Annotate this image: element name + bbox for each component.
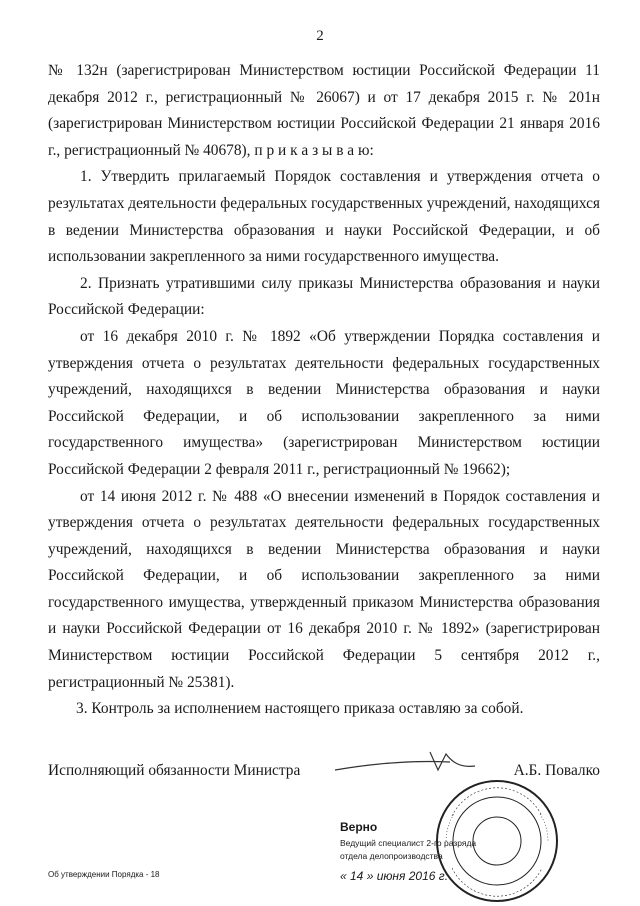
stamp-date: « 14 » июня 2016 г. (340, 869, 449, 883)
document-footer: Об утверждении Порядка - 18 (48, 870, 160, 879)
page-number: 2 (316, 28, 324, 44)
handwritten-signature (330, 748, 480, 778)
certification-stamp (340, 820, 476, 883)
stamp-position-line-1: Ведущий специалист 2-го разряда (340, 838, 477, 848)
paragraph-item-1: 1. Утвердить прилагаемый Порядок составления и утверждения отчета о результатах деятельности федеральных государственных учреждений, находящихся в ведении Министерства образования и науки Российской Федерации, и об использовании закрепленного за ними государственного имущества. (48, 168, 600, 266)
signatory-title: Исполняющий обязанности Министра (48, 762, 301, 779)
paragraph-repealed-order-1: от 16 декабря 2010 г. № 1892 «Об утверждении Порядка составления и утверждения отчета о результатах деятельности федеральных государственных учреждений, находящихся в ведении Министерства образования и науки Российской Федерации, и об использовании закрепленного за ними государственного имущества» (зарегистрирован Министерством юстиции Российской Федерации 2 февраля 2011 г., регистрационный № 19662); (48, 327, 600, 478)
stamp-verno: Верно (340, 820, 378, 834)
paragraph-item-2: 2. Признать утратившими силу приказы Министерства образования и науки Российской Федерации: (48, 274, 600, 319)
paragraph-preamble: № 132н (зарегистрирован Министерством юстиции Российской Федерации 11 декабря 2012 г., регистрационный № 26067) и от 17 декабря 2015 г. № 201н (зарегистрирован Министерством юстиции Российской Федерации 21 января 2016 г., регистрационный № 40678), п р и к а з ы в а ю: (48, 62, 600, 159)
paragraph-item-3: 3. Контроль за исполнением настоящего приказа оставляю за собой. (76, 700, 524, 718)
paragraph-repealed-order-2: от 14 июня 2012 г. № 488 «О внесении изменений в Порядок составления и утверждения отчета о результатах деятельности федеральных государственных учреждений, находящихся в ведении Министерства образования и науки Российской Федерации, и об использовании закрепленного за ними государственного имущества, утвержденный приказом Министерства образования и науки Российской Федерации от 16 декабря 2010 г. № 1892» (зарегистрирован Министерством юстиции Российской Федерации 5 сентября 2012 г., регистрационный № 25381). (48, 487, 600, 691)
signatory-name: А.Б. Повалко (513, 762, 600, 779)
document-body (48, 58, 600, 723)
stamp-position-line-2: отдела делопроизводства (340, 851, 443, 861)
